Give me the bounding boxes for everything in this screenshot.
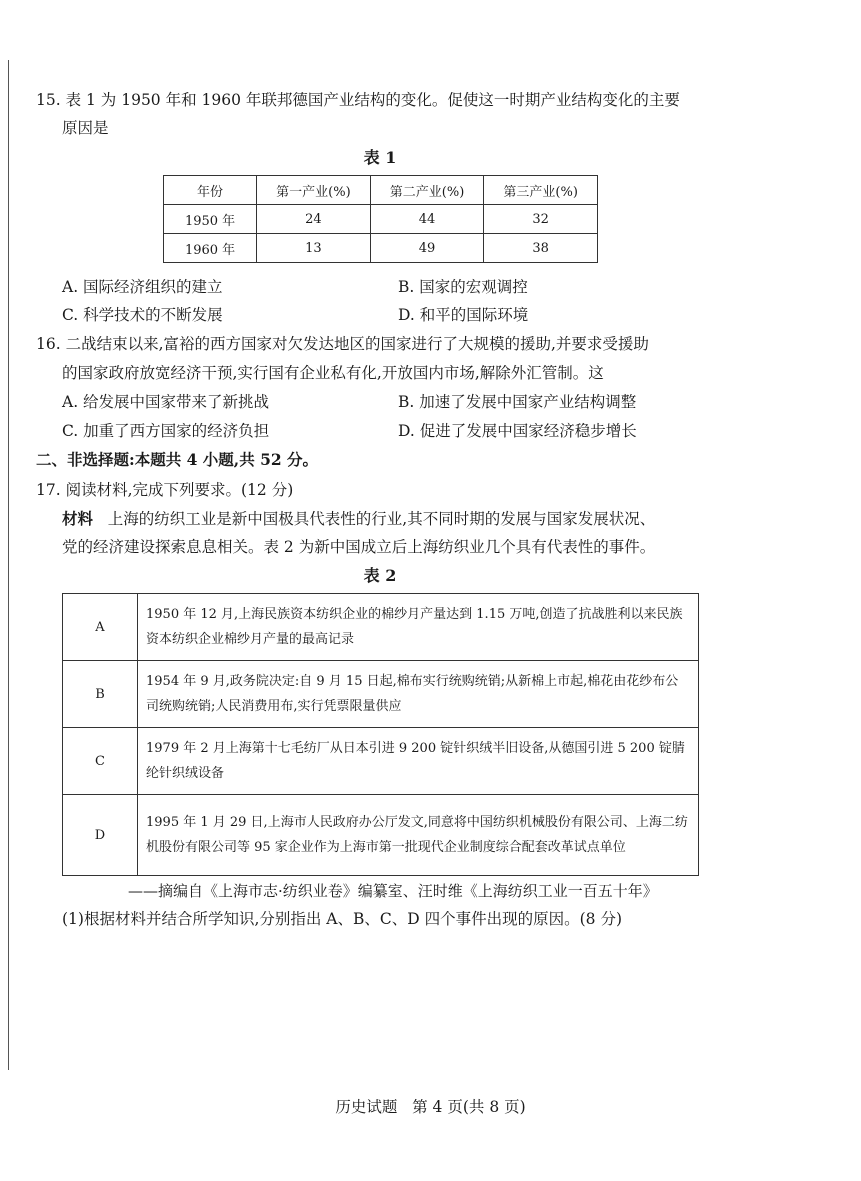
q17-sub1: (1)根据材料并结合所学知识,分别指出 A、B、C、D 四个事件出现的原因。(8 分) [62, 910, 622, 928]
table1 [163, 175, 598, 263]
material-text: 上海的纺织工业是新中国极具代表性的行业,其不同时期的发展与国家发展状况、 [107, 510, 656, 528]
table2 [62, 593, 699, 876]
q16-option-a: A. 给发展中国家带来了新挑战 [62, 393, 270, 411]
q17-material-line2: 党的经济建设探索息息相关。表 2 为新中国成立后上海纺织业几个具有代表性的事件。 [62, 538, 656, 556]
q17-source: ——摘编自《上海市志·纺织业卷》编纂室、汪时维《上海纺织工业一百五十年》 [128, 882, 658, 900]
table2-row-label: C [63, 728, 138, 795]
table1-cell: 49 [370, 234, 484, 263]
table2-row [63, 795, 699, 876]
table1-header-row [164, 176, 598, 205]
table1-header-cell: 第二产业(%) [370, 176, 484, 205]
q15-option-c: C. 科学技术的不断发展 [62, 306, 223, 324]
page-footer: 历史试题 第 4 页(共 8 页) [335, 1098, 526, 1116]
table1-cell: 1950 年 [164, 205, 257, 234]
section2-heading: 二、非选择题:本题共 4 小题,共 52 分。 [36, 450, 319, 469]
material-label: 材料 [62, 509, 94, 528]
table2-row-text: 1979 年 2 月上海第十七毛纺厂从日本引进 9 200 锭针织绒半旧设备,从德国引进 5 200 锭腈纶针织绒设备 [138, 728, 699, 795]
table1-header-cell: 第三产业(%) [484, 176, 598, 205]
q15-option-d: D. 和平的国际环境 [398, 306, 529, 324]
table2-row-label: D [63, 795, 138, 876]
table1-cell: 38 [484, 234, 598, 263]
table2-row [63, 594, 699, 661]
q16-option-c: C. 加重了西方国家的经济负担 [62, 422, 270, 440]
table2-row-text: 1995 年 1 月 29 日,上海市人民政府办公厅发文,同意将中国纺织机械股份有限公司、上海二纺机股份有限公司等 95 家企业作为上海市第一批现代企业制度综合配套改革试点单位 [138, 795, 699, 876]
table2-row-label: A [63, 594, 138, 661]
table1-header-cell: 第一产业(%) [257, 176, 371, 205]
q15-stem-line2: 原因是 [62, 119, 109, 137]
q16-option-d: D. 促进了发展中国家经济稳步增长 [398, 422, 637, 440]
q15-option-b: B. 国家的宏观调控 [398, 278, 528, 296]
q17-material-line1 [62, 509, 655, 529]
table1-cell: 24 [257, 205, 371, 234]
table1-caption: 表 1 [363, 148, 397, 167]
q17-stem: 17. 阅读材料,完成下列要求。(12 分) [36, 481, 294, 499]
table1-cell: 32 [484, 205, 598, 234]
table1-row [164, 205, 598, 234]
q16-stem-line1: 16. 二战结束以来,富裕的西方国家对欠发达地区的国家进行了大规模的援助,并要求受援助 [36, 335, 649, 353]
table2-row [63, 728, 699, 795]
table1-cell: 1960 年 [164, 234, 257, 263]
table1-cell: 13 [257, 234, 371, 263]
table1-cell: 44 [370, 205, 484, 234]
table2-row [63, 661, 699, 728]
table2-caption: 表 2 [363, 566, 397, 585]
table1-row [164, 234, 598, 263]
table2-row-label: B [63, 661, 138, 728]
q16-stem-line2: 的国家政府放宽经济干预,实行国有企业私有化,开放国内市场,解除外汇管制。这 [62, 364, 604, 382]
q16-option-b: B. 加速了发展中国家产业结构调整 [398, 393, 637, 411]
table2-row-text: 1950 年 12 月,上海民族资本纺织企业的棉纱月产量达到 1.15 万吨,创造了抗战胜利以来民族资本纺织企业棉纱月产量的最高记录 [138, 594, 699, 661]
q15-option-a: A. 国际经济组织的建立 [62, 278, 223, 296]
table1-header-cell: 年份 [164, 176, 257, 205]
q15-stem-line1: 15. 表 1 为 1950 年和 1960 年联邦德国产业结构的变化。促使这一时期产业结构变化的主要 [36, 91, 680, 109]
table2-row-text: 1954 年 9 月,政务院决定:自 9 月 15 日起,棉布实行统购统销;从新棉上市起,棉花由花纱布公司统购统销;人民消费用布,实行凭票限量供应 [138, 661, 699, 728]
